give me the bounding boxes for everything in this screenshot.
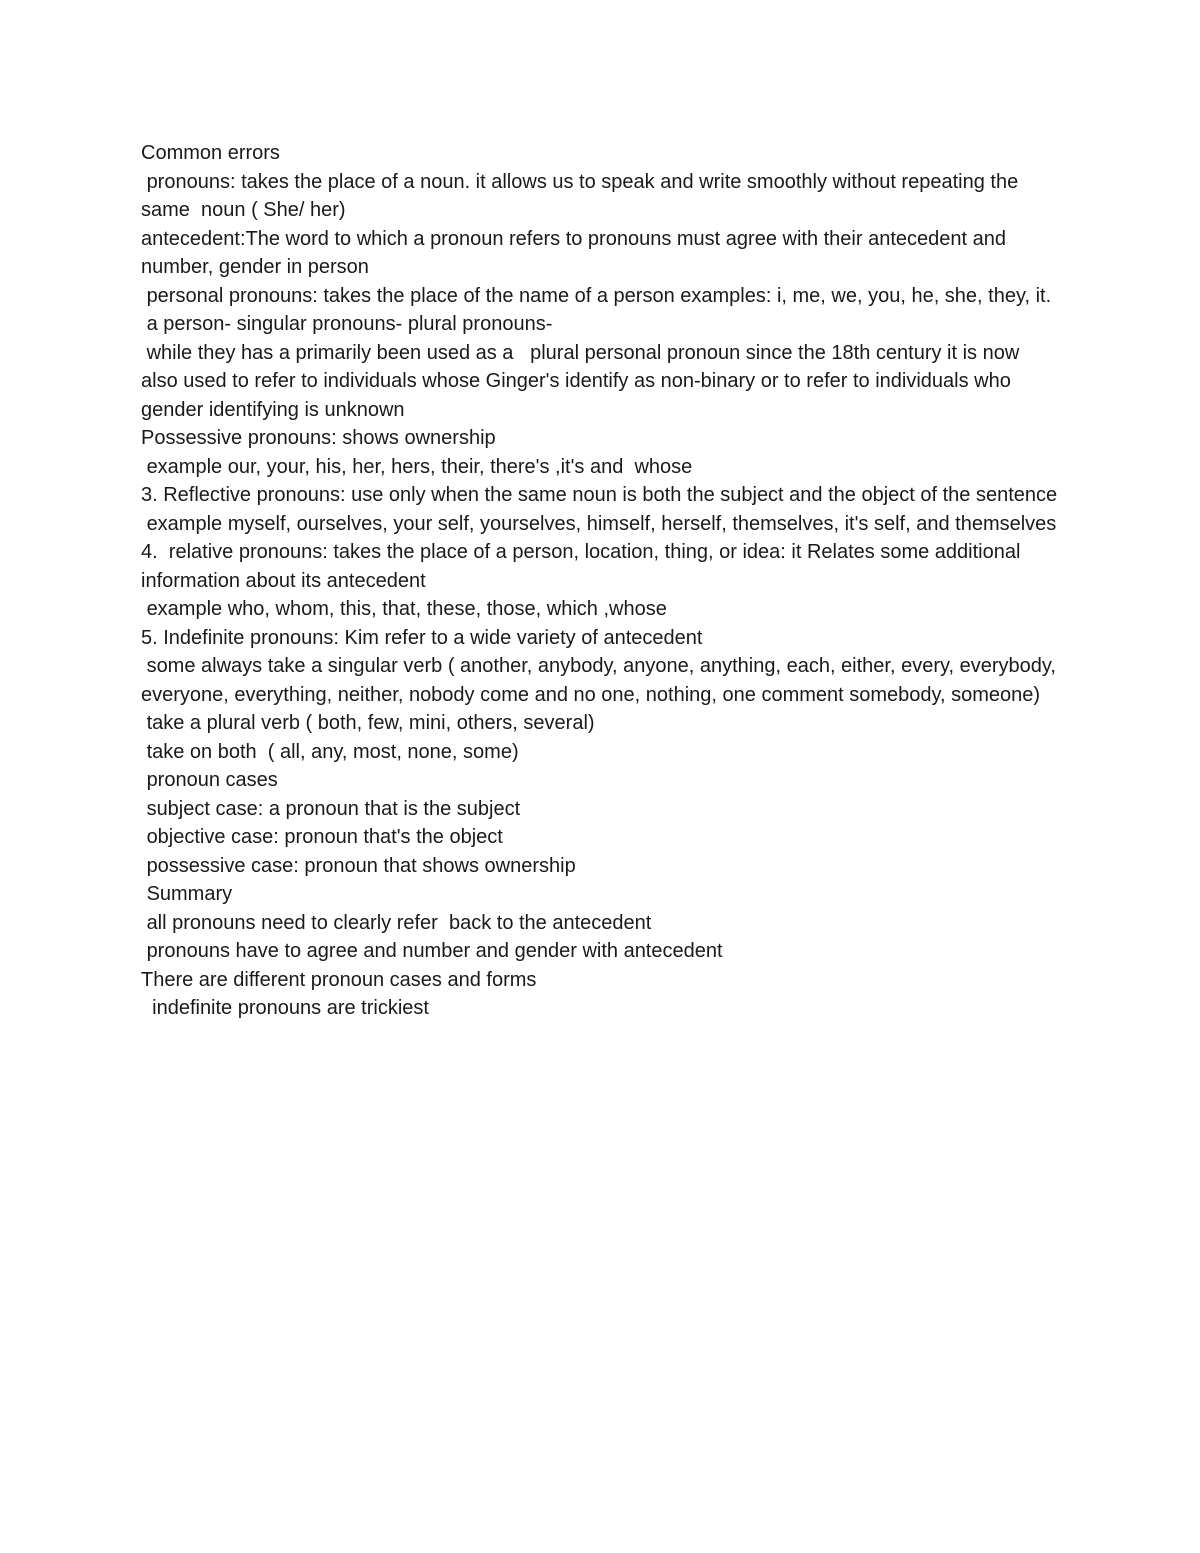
text-line-summary: Summary xyxy=(141,883,233,905)
heading-common-errors: Common errors xyxy=(141,142,280,164)
document-body xyxy=(141,139,1061,1023)
text-line-pronouns-definition: pronouns: takes the place of a noun. it allows us to speak and write smoothly without repeating the same noun ( She/ her) xyxy=(141,170,1024,221)
text-line-subject-case: subject case: a pronoun that is the subject xyxy=(141,797,521,820)
text-line-personal-pronouns: personal pronouns: takes the place of the name of a person examples: i, me, we, you, he, she, they, it. xyxy=(141,284,1052,307)
text-line-indefinite-pronouns: 5. Indefinite pronouns: Kim refer to a wide variety of antecedent xyxy=(141,626,703,649)
text-line-relative-examples: example who, whom, this, that, these, those, which ,whose xyxy=(141,598,667,620)
text-line-summary-refer: all pronouns need to clearly refer back to the antecedent xyxy=(141,911,652,934)
text-line-person-singular-plural: a person- singular pronouns- plural pronouns- xyxy=(141,313,553,335)
text-line-they-usage: while they has a primarily been used as a plural personal pronoun since the 18th century it is now also used to refer to individuals whose Ginger's identify as non-binary or to refer to individuals who gender identifying is unknown xyxy=(141,341,1025,421)
text-line-summary-trickiest: indefinite pronouns are trickiest xyxy=(141,997,429,1019)
text-line-possessive-examples: example our, your, his, her, hers, their, there's ,it's and whose xyxy=(141,455,693,478)
text-line-relative-pronouns: 4. relative pronouns: takes the place of a person, location, thing, or idea: it Relates some additional information about its antecedent xyxy=(141,541,1026,592)
text-line-take-both: take on both ( all, any, most, none, some) xyxy=(141,740,519,763)
text-line-antecedent: antecedent:The word to which a pronoun refers to pronouns must agree with their antecedent and number, gender in person xyxy=(141,227,1012,278)
text-line-objective-case: objective case: pronoun that's the object xyxy=(141,826,503,848)
text-line-summary-cases: There are different pronoun cases and forms xyxy=(141,968,537,991)
text-line-plural-verb: take a plural verb ( both, few, mini, others, several) xyxy=(141,712,595,734)
text-line-reflective-examples: example myself, ourselves, your self, yourselves, himself, herself, themselves, it's self, and themselves xyxy=(141,512,1057,535)
text-line-singular-verb: some always take a singular verb ( another, anybody, anyone, anything, each, either, every, everybody, everyone, everything, neither, nobody come and no one, nothing, one comment somebody, someone) xyxy=(141,655,1062,706)
text-line-reflective-pronouns: 3. Reflective pronouns: use only when the same noun is both the subject and the object of the sentence xyxy=(141,484,1058,506)
text-line-possessive-case: possessive case: pronoun that shows ownership xyxy=(141,854,576,877)
text-line-summary-agree: pronouns have to agree and number and gender with antecedent xyxy=(141,940,723,962)
text-line-pronoun-cases: pronoun cases xyxy=(141,769,278,791)
text-line-possessive-pronouns: Possessive pronouns: shows ownership xyxy=(141,427,496,449)
